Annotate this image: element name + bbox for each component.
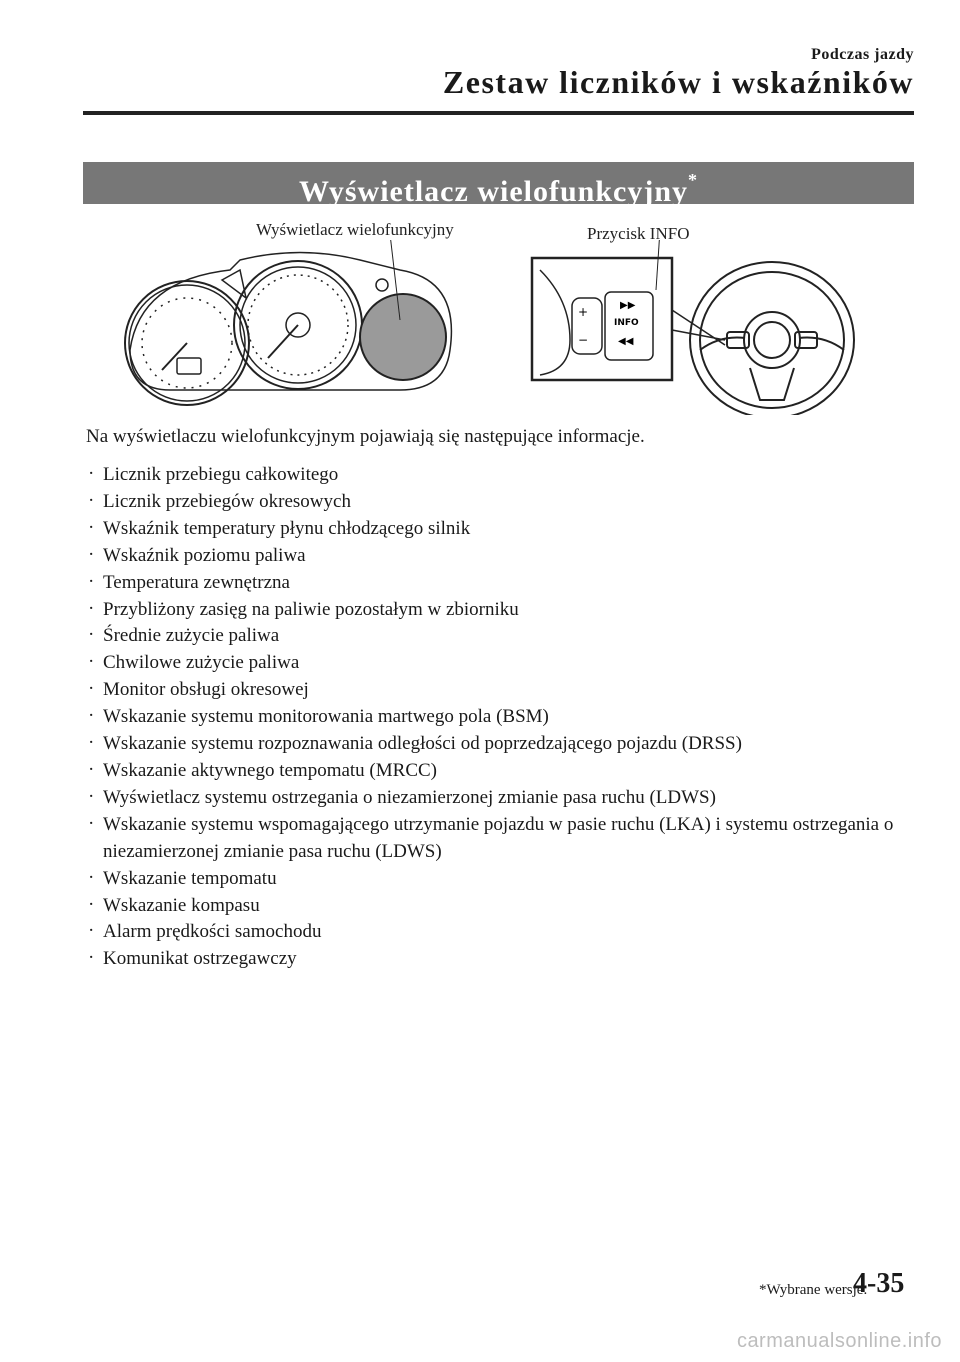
display-info-list [86, 462, 926, 973]
chapter-title: Zestaw liczników i wskaźników [442, 64, 914, 100]
running-header-section: Podczas jazdy [811, 46, 914, 63]
list-item: · Monitor obsługi okresowej [86, 677, 926, 704]
svg-text:◀◀: ◀◀ [618, 336, 634, 347]
bullet-icon: · [88, 678, 95, 700]
bullet-icon: · [88, 866, 95, 888]
bullet-icon: · [88, 543, 95, 565]
list-item: · Wskazanie systemu rozpoznawania odległości od poprzedzającego pojazdu (DRSS) [86, 731, 926, 758]
footnote: *Wybrane wersje. [759, 1282, 868, 1298]
list-item: · Licznik przebiegu całkowitego [86, 462, 926, 489]
optional-equipment-asterisk: * [688, 170, 699, 190]
list-item: · Licznik przebiegów okresowych [86, 489, 926, 516]
list-item: · Alarm prędkości samochodu [86, 919, 926, 946]
bullet-icon: · [88, 463, 95, 484]
list-item: · Wskaźnik temperatury płynu chłodzącego silnik [86, 516, 926, 543]
bullet-icon: · [88, 785, 95, 807]
section-title: Wyświetlacz wielofunkcyjny [298, 175, 689, 208]
section-title-bar [83, 162, 914, 208]
bullet-icon: · [88, 758, 95, 780]
bullet-icon: · [88, 651, 95, 673]
list-item: · Przybliżony zasięg na paliwie pozostałym w zbiorniku [86, 597, 926, 624]
list-item: · Wyświetlacz systemu ostrzegania o niezamierzonej zmianie pasa ruchu (LDWS) [86, 785, 926, 812]
bullet-icon: · [88, 732, 95, 754]
list-item: · Komunikat ostrzegawczy [86, 946, 926, 973]
list-item: · Wskazanie systemu monitorowania martwego pola (BSM) [86, 704, 926, 731]
bullet-icon: · [88, 920, 95, 942]
header-rule [83, 111, 914, 115]
bullet-icon: · [88, 516, 95, 538]
page-number: 4-35 [853, 1268, 905, 1299]
list-item: · Temperatura zewnętrzna [86, 570, 926, 597]
figure-label-info-button: Przycisk INFO [587, 224, 690, 243]
list-item: · Wskazanie systemu wspomagającego utrzymanie pojazdu w pasie ruchu (LKA) i systemu ostrzegania o niezamierzonej zmianie pasa ruchu (LDWS) [88, 812, 894, 862]
bullet-icon: · [88, 597, 95, 619]
list-item: · Wskazanie aktywnego tempomatu (MRCC) [86, 758, 926, 785]
svg-text:▶▶: ▶▶ [620, 300, 636, 311]
figure-label-display: Wyświetlacz wielofunkcyjny [256, 220, 454, 239]
bullet-icon: · [88, 947, 95, 969]
watermark: carmanualsonline.info [736, 1330, 942, 1352]
list-item: · Wskazanie kompasu [86, 893, 926, 920]
bullet-icon: · [88, 893, 95, 915]
list-item: · Wskaźnik poziomu paliwa [86, 543, 926, 570]
svg-text:−: − [578, 333, 589, 347]
intro-paragraph: Na wyświetlaczu wielofunkcyjnym pojawiają się następujące informacje. [86, 426, 645, 447]
instrument-cluster-figure [100, 240, 860, 415]
bullet-icon: · [88, 624, 95, 646]
bullet-icon: · [88, 489, 95, 511]
multi-information-display-highlight [360, 294, 446, 380]
svg-text:+: + [578, 305, 589, 319]
info-button-text: INFO [614, 318, 639, 328]
bullet-icon: · [88, 570, 95, 592]
list-item: · Chwilowe zużycie paliwa [86, 650, 926, 677]
list-item: · Wskazanie tempomatu [86, 866, 926, 893]
bullet-icon: · [88, 705, 95, 727]
list-item: · Średnie zużycie paliwa [86, 623, 926, 650]
bullet-icon: · [88, 812, 95, 834]
